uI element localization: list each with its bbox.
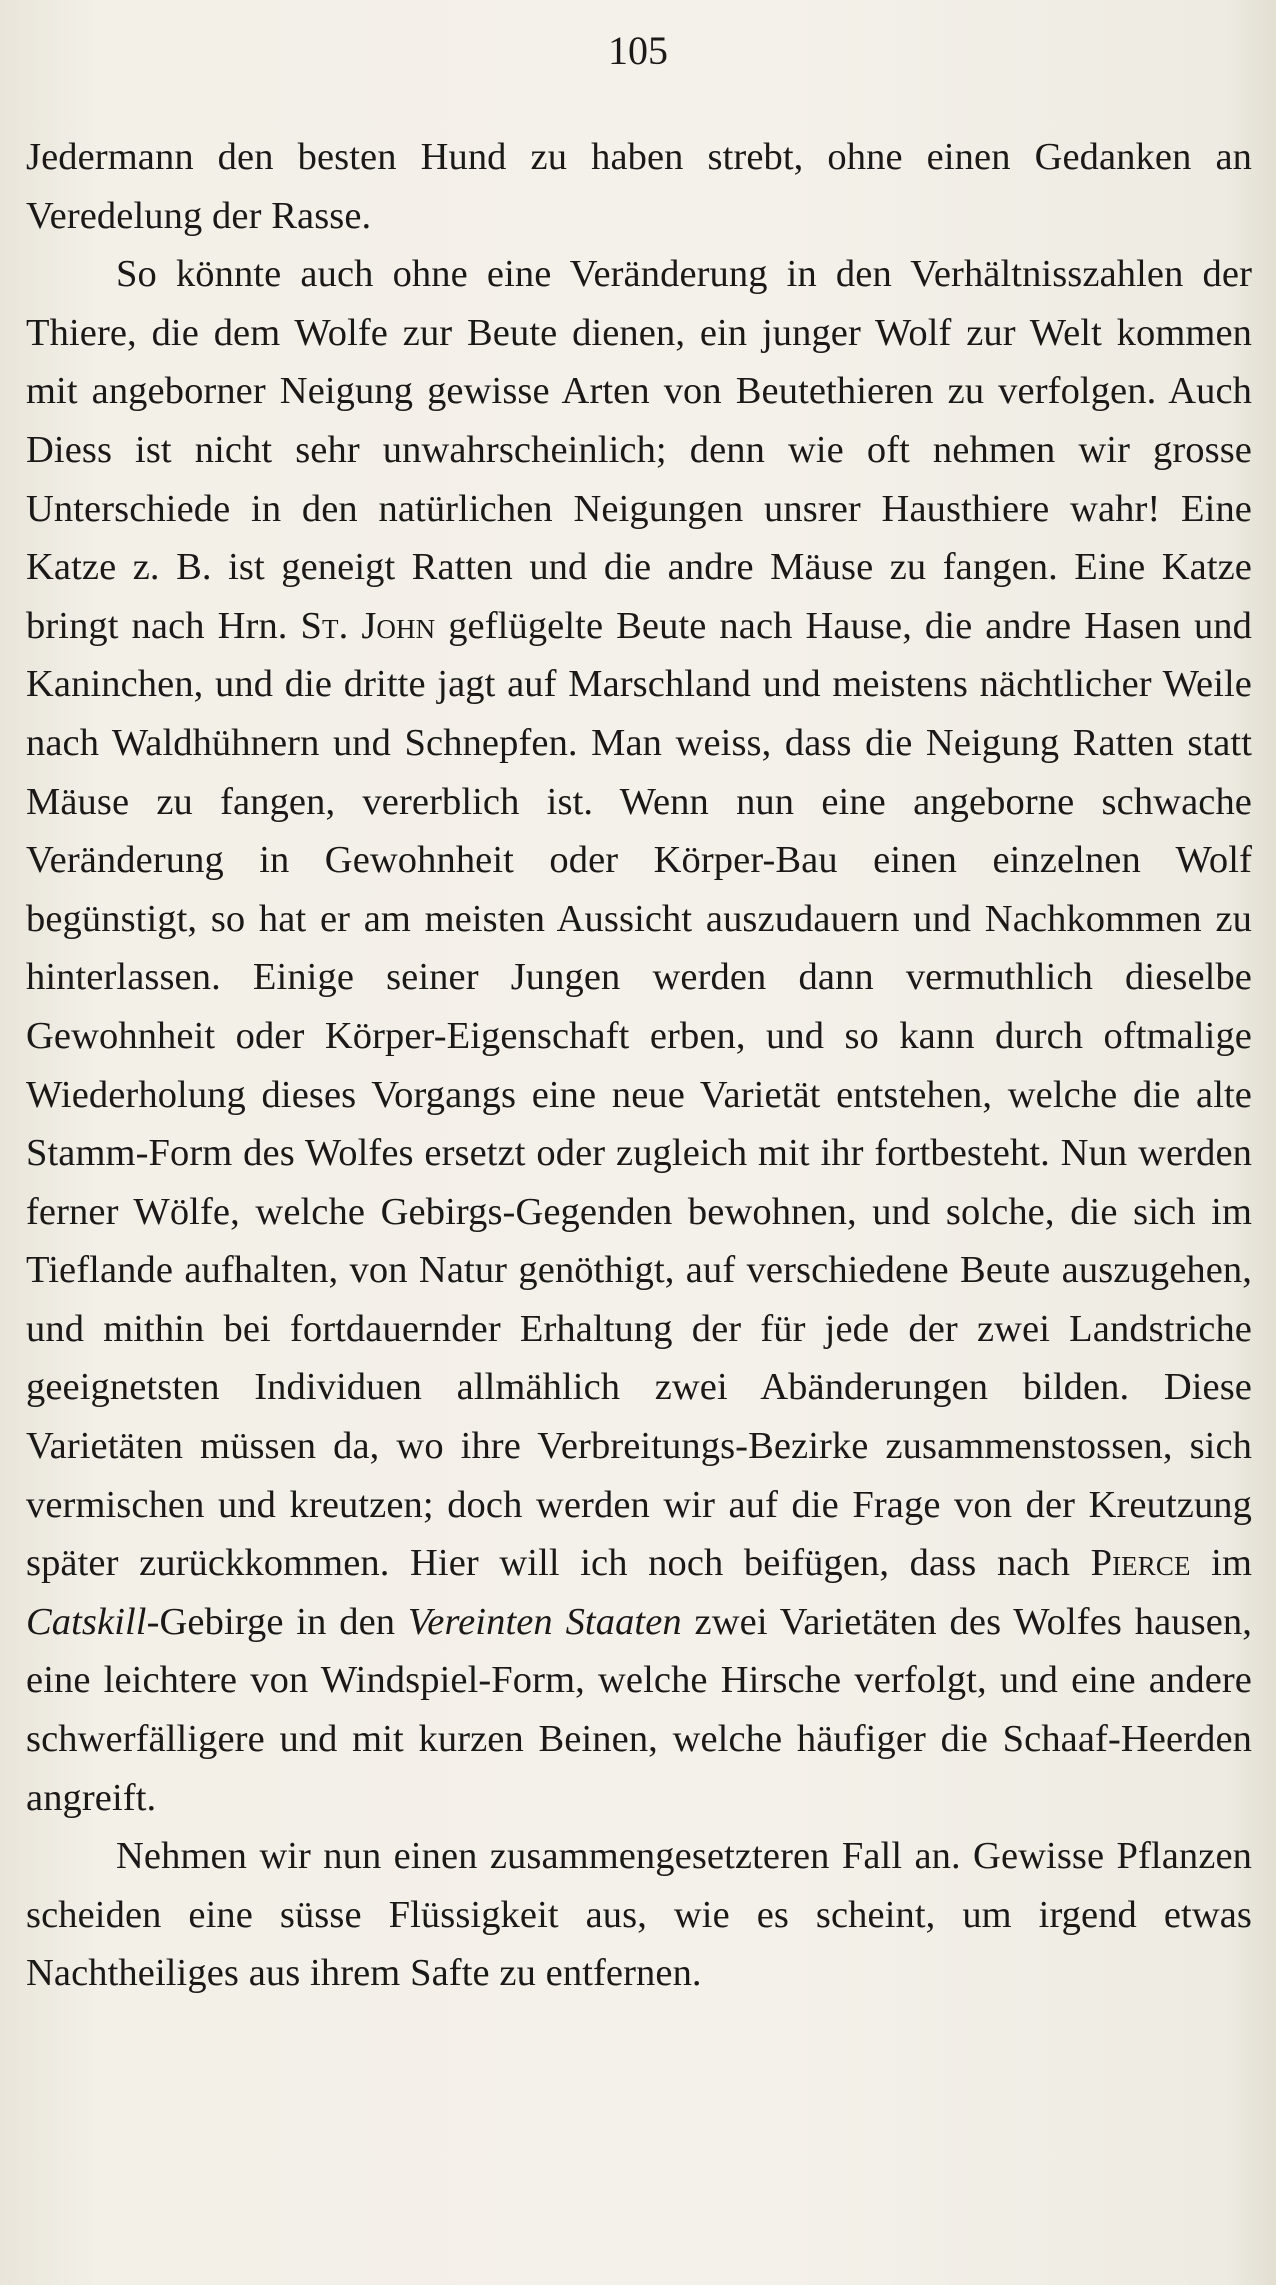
- paragraph-p2: [26, 245, 1252, 1827]
- text-run: Jedermann den besten Hund zu haben strebt, ohne einen Gedanken an Veredelung der Rasse.: [26, 136, 1252, 237]
- text-run: -Gebirge in den: [146, 1600, 408, 1643]
- text-run: zwei Varietäten des Wolfes hausen, eine leichtere von Windspiel-Form, welche Hirsche verfolgt, und eine andere schwerfälligere und mit kurzen Beinen, welche häufiger die Schaaf-Heerden angreift.: [26, 1600, 1252, 1819]
- paragraph-p1: [26, 128, 1252, 245]
- body-text: [26, 128, 1252, 2003]
- place-name: Catskill: [26, 1600, 147, 1643]
- text-run: im: [1190, 1542, 1252, 1585]
- text-run: So könnte auch ohne eine Veränderung in den Verhältnisszahlen der Thiere, die dem Wolfe zur Beute dienen, ein junger Wolf zur Welt kommen mit angeborner Neigung gewisse Arten von Beutethieren zu verfolgen. Auch Diess ist nicht sehr unwahrscheinlich; denn wie oft nehmen wir grosse Unterschiede in den natürlichen Neigungen unsrer Hausthiere wahr! Eine Katze z. B. ist geneigt Ratten und die andre Mäuse zu fangen. Eine Katze bringt nach Hrn.: [26, 253, 1252, 647]
- page-number: 105: [608, 28, 668, 73]
- place-name: Vereinten Staaten: [407, 1600, 682, 1643]
- text-run: Nehmen wir nun einen zusammengesetzteren Fall an. Gewisse Pflanzen scheiden eine süsse Flüssigkeit aus, wie es scheint, um irgend etwas Nachtheiliges aus ihrem Safte zu entfernen.: [26, 1835, 1252, 1995]
- paragraph-p3: [26, 1827, 1252, 2003]
- author-name: St. John: [300, 604, 436, 647]
- author-name: Pierce: [1090, 1542, 1191, 1585]
- text-run: geflügelte Beute nach Hause, die andre Hasen und Kaninchen, und die dritte jagt auf Marschland und meistens nächtlicher Weile nach Waldhühnern und Schnepfen. Man weiss, dass die Neigung Ratten statt Mäuse zu fangen, vererblich ist. Wenn nun eine angeborne schwache Veränderung in Gewohnheit oder Körper-Bau einen einzelnen Wolf begünstigt, so hat er am meisten Aussicht auszudauern und Nachkommen zu hinterlassen. Einige seiner Jungen werden dann vermuthlich dieselbe Gewohnheit oder Körper-Eigenschaft erben, und so kann durch oftmalige Wiederholung dieses Vorgangs eine neue Varietät entstehen, welche die alte Stamm-Form des Wolfes ersetzt oder zugleich mit ihr fortbesteht. Nun werden ferner Wölfe, welche Gebirgs-Gegenden bewohnen, und solche, die sich im Tieflande aufhalten, von Natur genöthigt, auf verschiedene Beute auszugehen, und mithin bei fortdauernder Erhaltung der für jede der zwei Landstriche geeignetsten Individuen allmählich zwei Abänderungen bilden. Diese Varietäten müssen da, wo ihre Verbreitungs-Bezirke zusammenstossen, sich vermischen und kreutzen; doch werden wir auf die Frage von der Kreutzung später zurückkommen. Hier will ich noch beifügen, dass nach: [26, 604, 1252, 1585]
